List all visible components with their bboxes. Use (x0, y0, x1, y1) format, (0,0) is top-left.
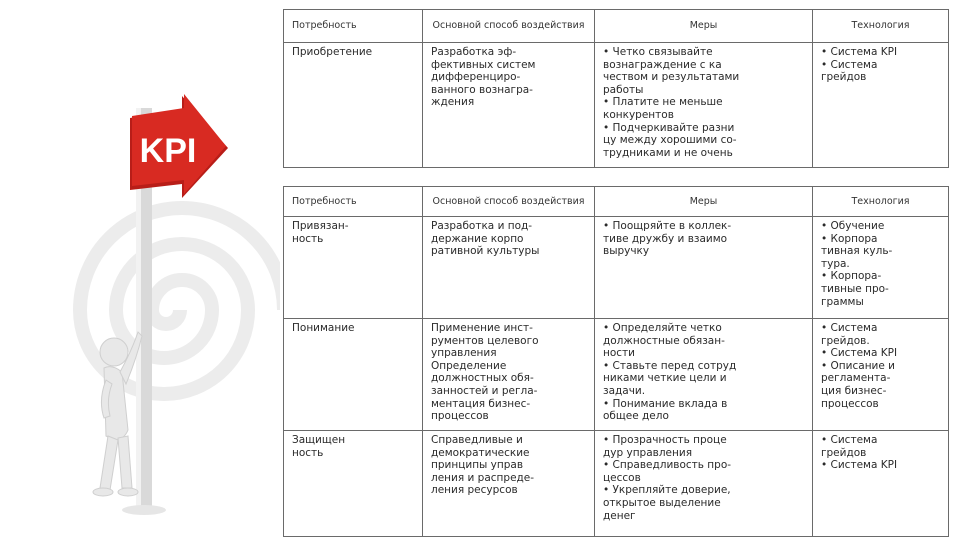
cell-line: • Корпора (821, 232, 878, 245)
method-cell (423, 319, 595, 431)
cell-line: • Система (821, 58, 878, 71)
header-measures: Меры (595, 187, 813, 217)
cell-line: цессов (603, 471, 641, 484)
background-spiral (80, 208, 280, 394)
header-method: Основной способ воздействия (423, 187, 595, 217)
cell-line: • Укрепляйте доверие, (603, 484, 731, 497)
cell-line: ность (292, 232, 324, 245)
cell-line: фективных систем (431, 58, 536, 71)
cell-line: держание корпо (431, 232, 524, 245)
cell-line: рументов целевого (431, 334, 539, 347)
cell-line: дур управления (603, 446, 693, 459)
cell-line: должностных обя- (431, 372, 534, 385)
cell-line: Понимание (292, 322, 355, 334)
cell-line: Разработка и под- (431, 220, 533, 232)
cell-line: • Система KPI (821, 347, 898, 360)
cell-line: принципы управ (431, 459, 524, 472)
cell-line: общее дело (603, 410, 669, 423)
cell-line: • Описание и (821, 359, 896, 372)
cell-line: граммы (821, 295, 864, 308)
table-header-row (284, 10, 949, 43)
cell-line: трудниками и не очень (603, 146, 733, 159)
cell-line: ция бизнес- (821, 384, 887, 397)
technology-cell (813, 43, 949, 168)
kpi-signpost-illustration (0, 0, 280, 540)
technology-cell (813, 431, 949, 537)
cell-line: грейдов (821, 71, 867, 84)
cell-line: • Система KPI (821, 459, 898, 472)
cell-line: вознаграждение с ка (603, 58, 722, 71)
need-cell (284, 431, 423, 537)
cell-line: регламента- (821, 372, 891, 385)
measures-cell (595, 431, 813, 537)
need-cell (284, 217, 423, 319)
cell-line: тивная куль- (821, 245, 893, 258)
cell-line: Разработка эф- (431, 46, 517, 58)
cell-line: дифференциро- (431, 71, 521, 84)
cell-line: ления и распреде- (431, 471, 535, 484)
cell-line: тиве дружбу и взаимо (603, 232, 728, 245)
cell-line: процессов (431, 410, 489, 423)
cell-line: никами четкие цели и (603, 372, 727, 385)
cell-line: • Обучение (821, 220, 885, 232)
motivation-table-bottom (283, 186, 949, 537)
cell-line: задачи. (603, 384, 646, 397)
cell-line: • Прозрачность проце (603, 434, 727, 446)
motivation-table-top (283, 9, 949, 168)
cell-line: • Система KPI (821, 46, 898, 58)
cell-line: грейдов. (821, 334, 870, 347)
table-row (284, 319, 949, 431)
cell-line: чеством и результатами (603, 71, 740, 84)
cell-line: ности (603, 347, 636, 360)
cell-line: • Четко связывайте (603, 46, 713, 58)
cell-line: ждения (431, 96, 475, 109)
cell-line: тура. (821, 257, 850, 270)
cell-line: работы (603, 83, 644, 96)
cell-line: Определение (431, 359, 507, 372)
measures-cell (595, 43, 813, 168)
leaning-figure (93, 332, 142, 496)
cell-line: ративной культуры (431, 245, 540, 258)
cell-line: Защищен (292, 434, 346, 446)
cell-line: демократические (431, 446, 530, 459)
technology-cell (813, 319, 949, 431)
cell-line: • Ставьте перед сотруд (603, 359, 737, 372)
technology-cell (813, 217, 949, 319)
cell-line: цу между хорошими со- (603, 134, 737, 147)
header-measures: Меры (595, 10, 813, 43)
header-need: Потребность (284, 10, 423, 43)
cell-line: • Справедливость про- (603, 459, 732, 472)
header-technology: Технология (813, 187, 949, 217)
method-cell (423, 43, 595, 168)
table-row (284, 217, 949, 319)
cell-line: Приобретение (292, 46, 373, 58)
cell-line: процессов (821, 397, 879, 410)
cell-line: • Система (821, 322, 878, 334)
table-header-row (284, 187, 949, 217)
cell-line: конкурентов (603, 108, 674, 121)
header-method: Основной способ воздействия (423, 10, 595, 43)
need-cell (284, 319, 423, 431)
header-need: Потребность (284, 187, 423, 217)
cell-line: ментация бизнес- (431, 397, 531, 410)
cell-line: Привязан- (292, 220, 349, 232)
cell-line: • Определяйте четко (603, 322, 722, 334)
cell-line: управления (431, 347, 497, 360)
cell-line: Справедливые и (431, 434, 523, 446)
cell-line: • Система (821, 434, 878, 446)
sign-label: KPI (139, 132, 197, 170)
table-row (284, 43, 949, 168)
header-technology: Технология (813, 10, 949, 43)
table-row (284, 431, 949, 537)
cell-line: ления ресурсов (431, 484, 518, 497)
cell-line: • Подчеркивайте разни (603, 121, 735, 134)
cell-line: грейдов (821, 446, 867, 459)
measures-cell (595, 217, 813, 319)
cell-line: открытое выделение (603, 496, 721, 509)
cell-line: ность (292, 446, 324, 459)
cell-line: тивные про- (821, 282, 889, 295)
method-cell (423, 431, 595, 537)
need-cell (284, 43, 423, 168)
cell-line: • Поощряйте в коллек- (603, 220, 732, 232)
measures-cell (595, 319, 813, 431)
cell-line: • Понимание вклада в (603, 397, 728, 410)
cell-line: должностные обязан- (603, 334, 725, 347)
cell-line: • Платите не меньше (603, 96, 723, 109)
cell-line: ванного вознагра- (431, 83, 533, 96)
cell-line: • Корпора- (821, 270, 882, 283)
cell-line: денег (603, 509, 636, 522)
method-cell (423, 217, 595, 319)
cell-line: выручку (603, 245, 650, 258)
cell-line: занностей и регла- (431, 384, 538, 397)
cell-line: Применение инст- (431, 322, 533, 334)
